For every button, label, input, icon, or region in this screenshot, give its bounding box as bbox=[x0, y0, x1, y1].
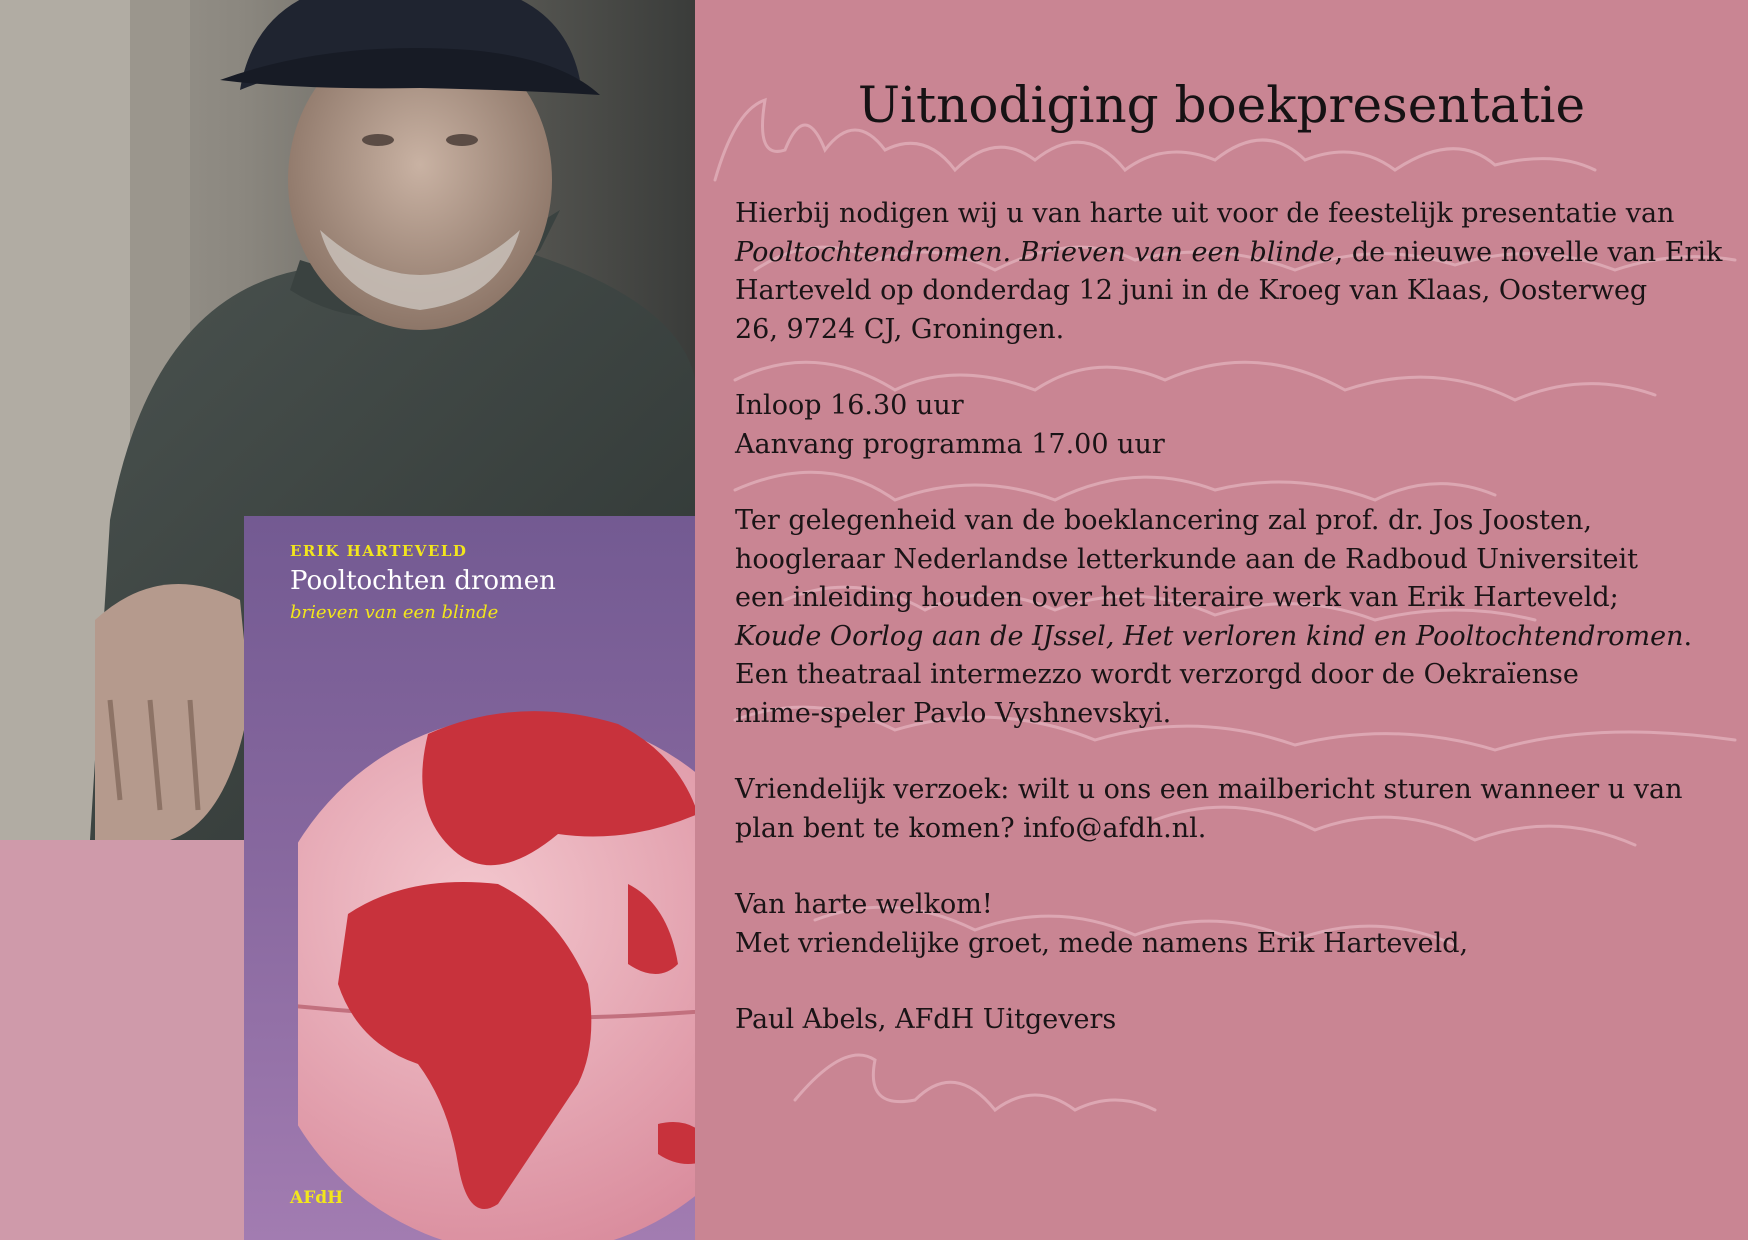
text-line: Ter gelegenheid van de boeklancering zal prof. dr. Jos Joosten, bbox=[735, 505, 1592, 536]
signature: Paul Abels, AFdH Uitgevers bbox=[735, 1004, 1117, 1035]
text-line: Met vriendelijke groet, mede namens Erik Harteveld, bbox=[735, 927, 1469, 959]
text-fragment: . bbox=[1683, 620, 1693, 652]
text-line bbox=[735, 618, 1745, 657]
text-line: Vriendelijk verzoek: wilt u ons een mailbericht sturen wanneer u van bbox=[735, 774, 1683, 805]
paragraph-closing bbox=[735, 886, 1745, 963]
paragraph-program bbox=[735, 502, 1745, 733]
text-line: 26, 9724 CJ, Groningen. bbox=[735, 313, 1065, 345]
paragraph-signature bbox=[735, 1001, 1745, 1040]
text-line: Van harte welkom! bbox=[735, 889, 993, 920]
publisher-logo: AFdH bbox=[290, 1188, 344, 1208]
book-subtitle: brieven van een blinde bbox=[290, 602, 499, 623]
text-line: Harteveld op donderdag 12 juni in de Kroeg van Klaas, Oosterweg bbox=[735, 275, 1648, 306]
left-column bbox=[0, 0, 695, 1240]
book-title: Pooltochten dromen bbox=[290, 566, 556, 596]
invitation-panel bbox=[695, 0, 1748, 1240]
text-line bbox=[735, 234, 1745, 273]
text-line: hoogleraar Nederlandse letterkunde aan de Radboud Universiteit bbox=[735, 543, 1639, 575]
invitation-heading: Uitnodiging boekpresentatie bbox=[857, 76, 1586, 134]
text-line: een inleiding houden over het literaire werk van Erik Harteveld; bbox=[735, 582, 1619, 613]
text-fragment: , de nieuwe novelle van Erik bbox=[1334, 236, 1723, 268]
text-line: Een theatraal intermezzo wordt verzorgd door de Oekraïense bbox=[735, 659, 1579, 690]
globe-illustration bbox=[298, 684, 695, 1240]
invitation-body bbox=[735, 195, 1745, 1078]
book-title-italic: Pooltochtendromen. Brieven van een blinde bbox=[735, 236, 1335, 268]
paragraph-rsvp bbox=[735, 771, 1745, 848]
text-line: mime-speler Pavlo Vyshnevskyi. bbox=[735, 697, 1172, 729]
paragraph-intro bbox=[735, 195, 1745, 349]
works-titles-italic: Koude Oorlog aan de IJssel, Het verloren kind en Pooltochtendromen bbox=[735, 620, 1684, 652]
paragraph-times bbox=[735, 387, 1745, 464]
book-cover bbox=[244, 516, 695, 1240]
text-line: Hierbij nodigen wij u van harte uit voor de feestelijk presentatie van bbox=[735, 198, 1675, 229]
text-line: plan bent te komen? info@afdh.nl. bbox=[735, 812, 1207, 844]
book-author: ERIK HARTEVELD bbox=[290, 542, 468, 560]
program-start-time: Aanvang programma 17.00 uur bbox=[735, 428, 1165, 460]
walk-in-time: Inloop 16.30 uur bbox=[735, 390, 964, 421]
